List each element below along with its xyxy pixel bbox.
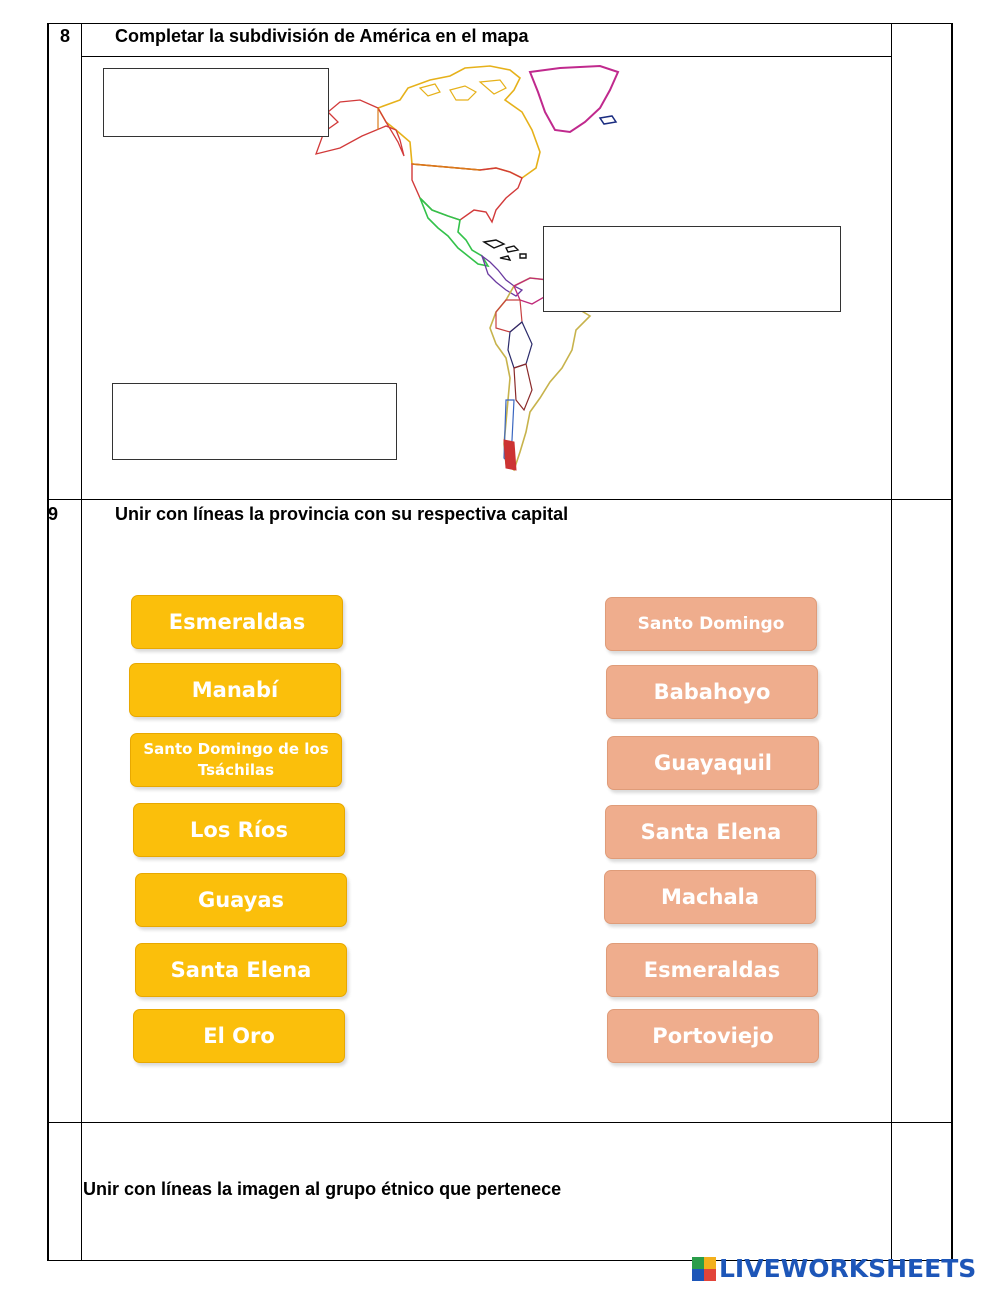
table-row-divider-9-10 — [47, 1122, 953, 1123]
table-border-top — [47, 23, 953, 24]
province-santo-domingo[interactable]: Santo Domingo de los Tsáchilas — [130, 733, 342, 787]
table-col-divider-1 — [81, 23, 82, 1261]
alaska-outline — [316, 100, 404, 156]
province-esmeraldas[interactable]: Esmeraldas — [131, 595, 343, 649]
question-title-8: Completar la subdivisión de América en el mapa — [115, 26, 529, 46]
capital-santo-domingo[interactable]: Santo Domingo — [605, 597, 817, 651]
table-border-right — [951, 23, 953, 1261]
province-guayas[interactable]: Guayas — [135, 873, 347, 927]
greenland-outline — [530, 66, 618, 132]
capital-santa-elena[interactable]: Santa Elena — [605, 805, 817, 859]
map-answer-box-central[interactable] — [543, 226, 841, 312]
question-title-10: Unir con líneas la imagen al grupo étnico que pertenece — [83, 1179, 562, 1199]
province-santa-elena[interactable]: Santa Elena — [135, 943, 347, 997]
capital-guayaquil[interactable]: Guayaquil — [607, 736, 819, 790]
table-row-divider-8-9 — [47, 499, 953, 500]
question-number-9: 9 — [48, 504, 59, 524]
caribbean-islands — [484, 240, 526, 260]
brand-name: LIVEWORKSHEETS — [719, 1254, 977, 1283]
capital-machala[interactable]: Machala — [604, 870, 816, 924]
province-manabi[interactable]: Manabí — [129, 663, 341, 717]
question-title-9: Unir con líneas la provincia con su respectiva capital — [115, 504, 569, 524]
liveworksheets-logo-icon — [692, 1257, 716, 1281]
capital-portoviejo[interactable]: Portoviejo — [607, 1009, 819, 1063]
table-col-divider-2 — [891, 23, 892, 1261]
question-number-8: 8 — [60, 26, 71, 46]
usa-outline — [412, 164, 522, 222]
map-answer-box-south[interactable] — [112, 383, 397, 460]
canada-outline — [378, 66, 540, 178]
mexico-outline — [420, 198, 488, 266]
table-border-left — [47, 23, 49, 1261]
liveworksheets-brand[interactable] — [692, 1254, 976, 1283]
province-los-rios[interactable]: Los Ríos — [133, 803, 345, 857]
capital-babahoyo[interactable]: Babahoyo — [606, 665, 818, 719]
province-el-oro[interactable]: El Oro — [133, 1009, 345, 1063]
table-row-divider-header8 — [81, 56, 891, 57]
capital-esmeraldas[interactable]: Esmeraldas — [606, 943, 818, 997]
map-answer-box-north[interactable] — [103, 68, 329, 137]
